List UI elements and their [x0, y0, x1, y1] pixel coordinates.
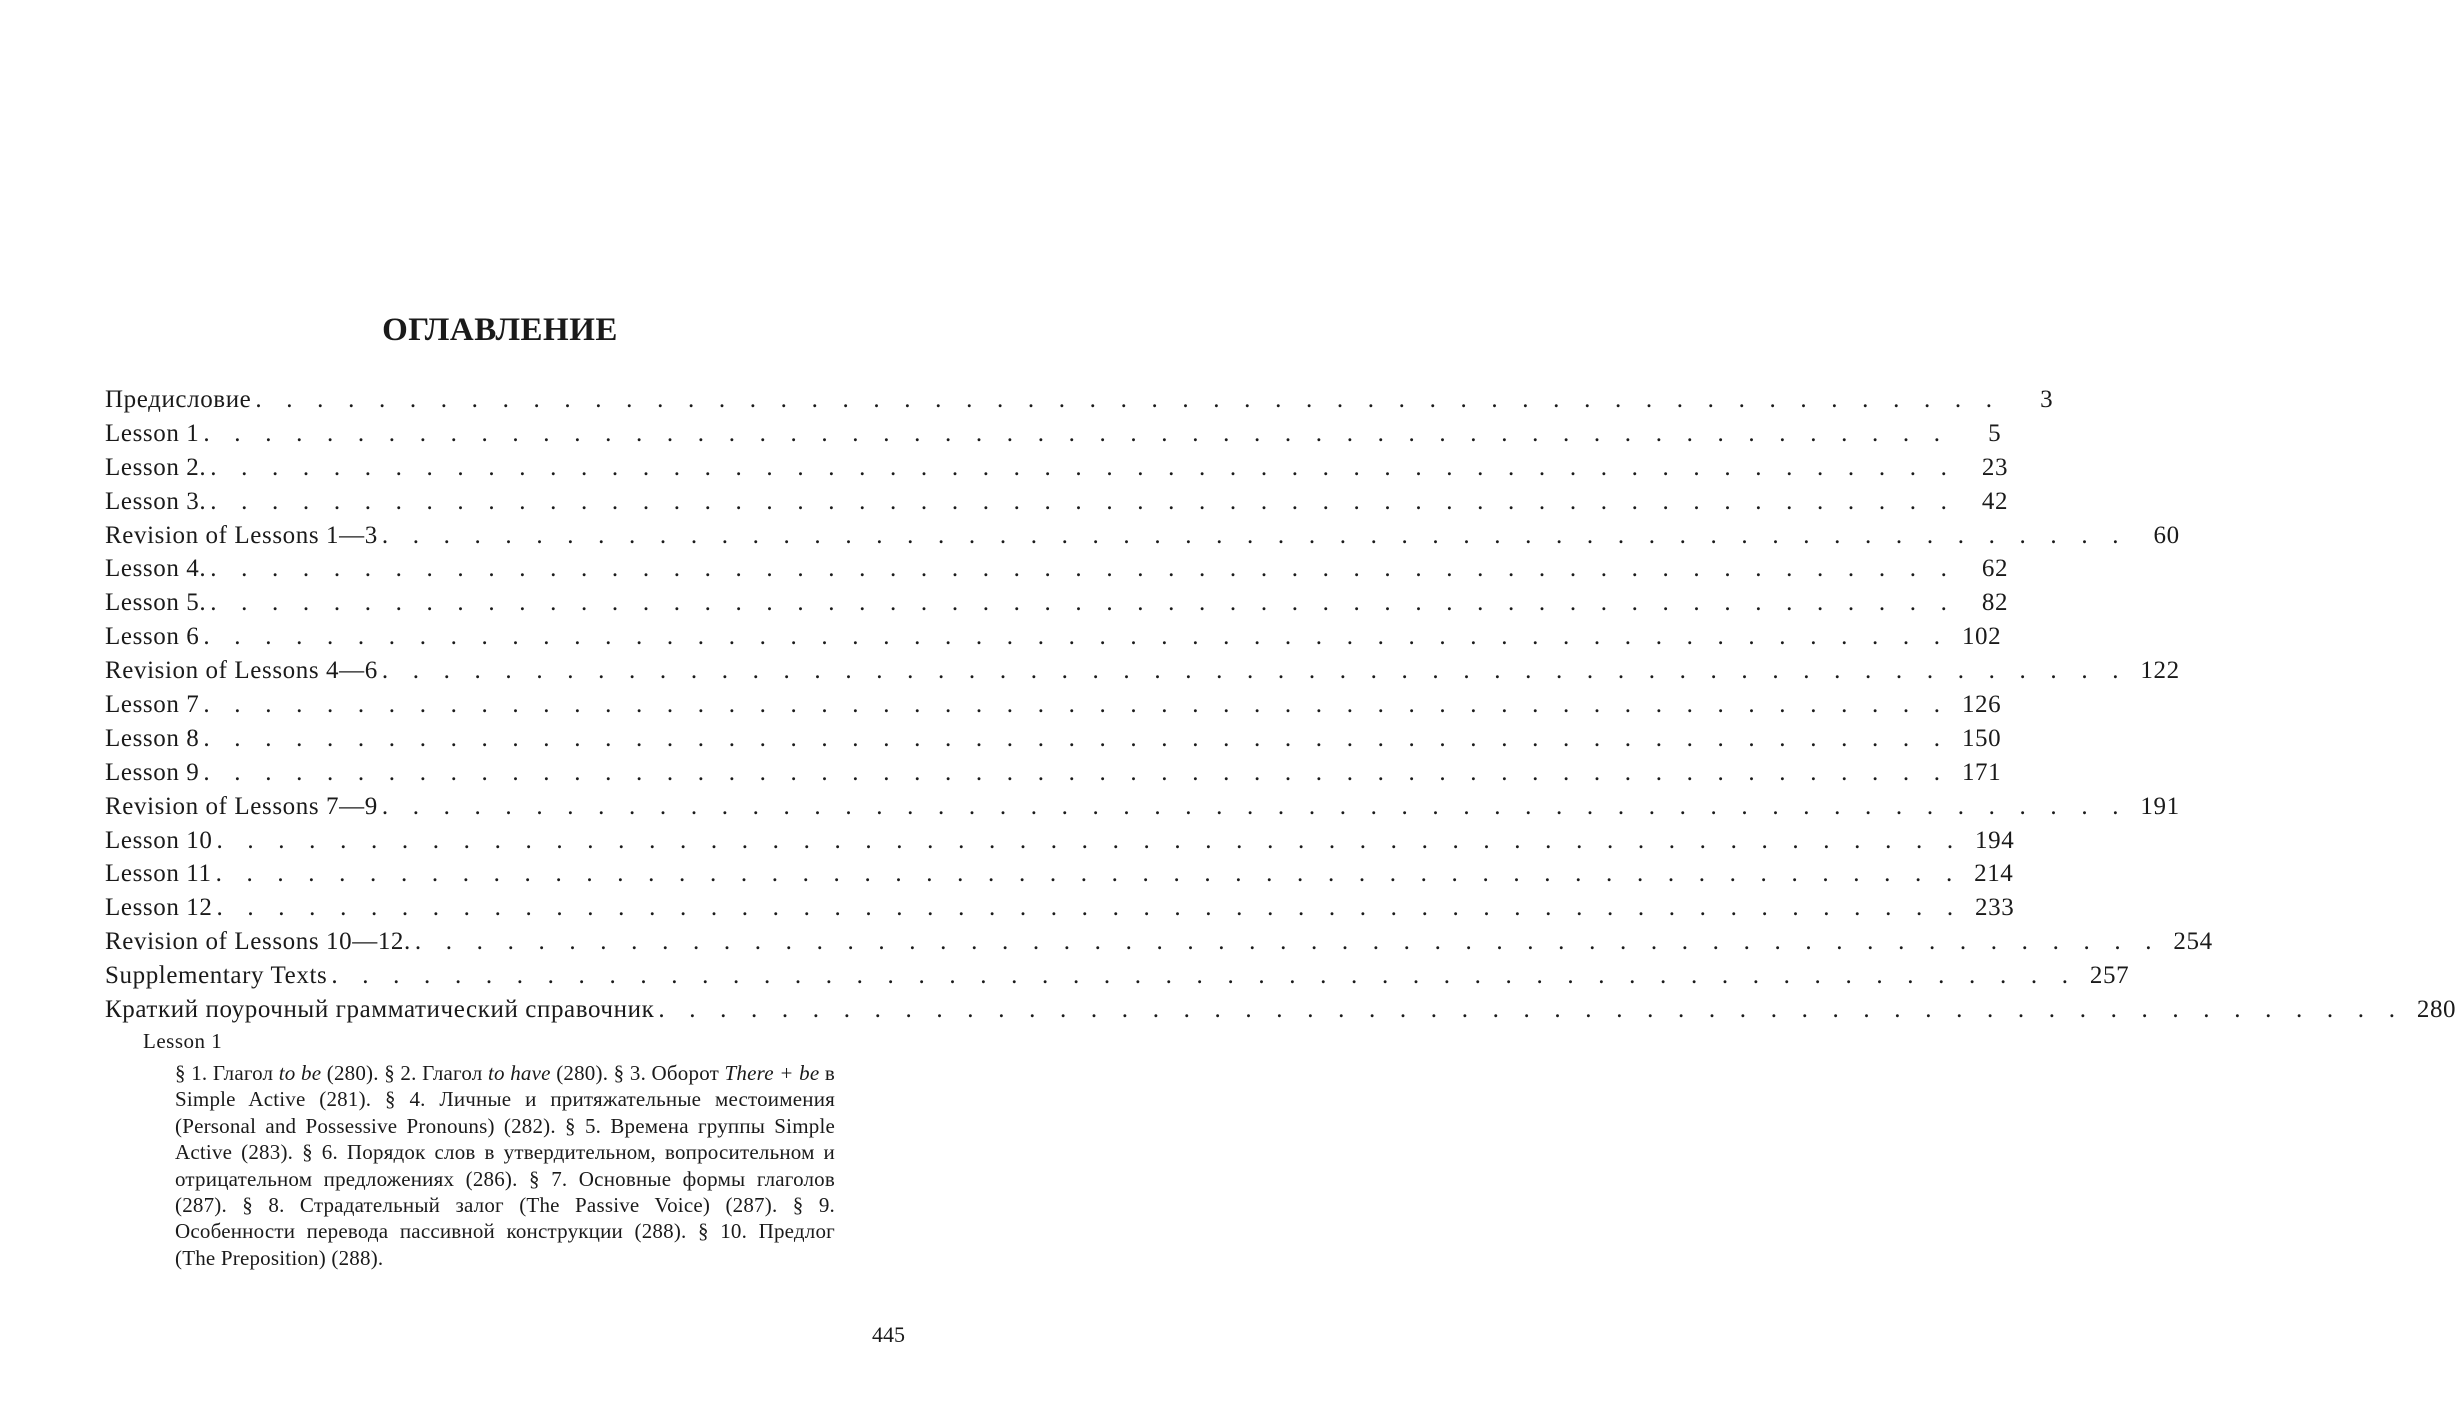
toc-entry [105, 521, 2180, 556]
subsection-text: в Simple Active (281). § 4. Личные и притяжательные местоимения (Personal and Possessive Pronouns) (282). § 5. Времена группы Simple Active (283). § 6. Порядок слов в утвердительном, вопросительном и отрицательном предложениях (286). § 7. Основные формы глаголов (287). § 8. Страдательный залог (The Passive Voice) (287). § 9. Особенности перевода пассивной конструкции (288). § 10. Предлог (The Preposition) (288). [175, 1061, 835, 1270]
toc-leader-dots: . . . . . . . . . . . . . . . . . . . . . . . . . . . . . . . . . . . . . . . . . . . . . . . . . . . . . . . . . [210, 487, 1957, 515]
toc-leader-dots: . . . . . . . . . . . . . . . . . . . . . . . . . . . . . . . . . . . . . . . . . . . . . . . . . . . . . . . . . [381, 792, 2128, 820]
toc-leader-dots: . . . . . . . . . . . . . . . . . . . . . . . . . . . . . . . . . . . . . . . . . . . . . . . . . . . . . . . . . [216, 894, 1963, 922]
toc-entry [105, 826, 2015, 861]
toc-leader-dots: . . . . . . . . . . . . . . . . . . . . . . . . . . . . . . . . . . . . . . . . . . . . . . . . . . . . . . . . . [414, 928, 2161, 956]
subsection-text: § 1. Глагол [175, 1061, 279, 1085]
toc-entry [105, 386, 2054, 420]
toc-entry-label: Lesson 3. [105, 487, 207, 515]
toc-leader-dots: . . . . . . . . . . . . . . . . . . . . . . . . . . . . . . . . . . . . . . . . . . . . . . . . . . . . . . . . . [216, 826, 1963, 854]
toc-entry [105, 894, 2015, 928]
toc-leader-dots: . . . . . . . . . . . . . . . . . . . . . . . . . . . . . . . . . . . . . . . . . . . . . . . . . . . . . . . . . [658, 996, 2405, 1024]
subsection-text: (280). § 3. Оборот [550, 1061, 725, 1085]
toc-leader-dots: . . . . . . . . . . . . . . . . . . . . . . . . . . . . . . . . . . . . . . . . . . . . . . . . . . . . . . . . . [210, 589, 1957, 617]
toc-entry [105, 860, 2014, 894]
toc-leader-dots: . . . . . . . . . . . . . . . . . . . . . . . . . . . . . . . . . . . . . . . . . . . . . . . . . . . . . . . . . [331, 962, 2078, 990]
toc-entry [105, 758, 2002, 793]
toc-entry-page: 191 [2140, 792, 2180, 820]
toc-entry-page: 60 [2153, 521, 2180, 549]
toc-entry [105, 691, 2002, 725]
subsection-italic-term: There + be [724, 1061, 820, 1085]
toc-entry-label: Revision of Lessons 1—3 [105, 521, 378, 549]
toc-entry-page: 257 [2089, 962, 2130, 990]
subsection-body [175, 1060, 835, 1271]
subsection-heading: Lesson 1 [143, 1029, 223, 1053]
toc-entry [105, 792, 2180, 827]
toc-entry-label: Lesson 6 [105, 623, 200, 651]
toc-entry-label: Lesson 7 [105, 691, 200, 719]
toc-leader-dots: . . . . . . . . . . . . . . . . . . . . . . . . . . . . . . . . . . . . . . . . . . . . . . . . . . . . . . . . . [215, 860, 1962, 888]
toc-entry-label: Lesson 11 [105, 860, 212, 888]
toc-entry-label: Lesson 8 [105, 724, 200, 752]
table-of-contents [105, 386, 2456, 1030]
toc-entry [105, 657, 2180, 691]
toc-entry-label: Краткий поурочный грамматический справочник [105, 996, 655, 1024]
toc-entry-label: Supplementary Texts [105, 962, 328, 990]
toc-leader-dots: . . . . . . . . . . . . . . . . . . . . . . . . . . . . . . . . . . . . . . . . . . . . . . . . . . . . . . . . . [203, 758, 1950, 786]
toc-entry [105, 453, 2009, 488]
toc-entry-page: 150 [1961, 724, 2002, 752]
toc-entry-page: 194 [1975, 826, 2015, 854]
toc-entry-page: 102 [1961, 623, 2002, 651]
toc-leader-dots: . . . . . . . . . . . . . . . . . . . . . . . . . . . . . . . . . . . . . . . . . . . . . . . . . . . . . . . . . [203, 623, 1950, 651]
subsection-text: (280). § 2. Глагол [321, 1061, 488, 1085]
toc-entry-page: 254 [2173, 928, 2213, 956]
toc-entry [105, 928, 2213, 962]
toc-entry-page: 122 [2140, 657, 2180, 685]
toc-entry-page: 171 [1961, 758, 2002, 786]
toc-entry-page: 23 [1981, 453, 2009, 481]
subsection-italic-term: to be [278, 1061, 322, 1085]
toc-entry-page: 214 [1974, 860, 2014, 888]
toc-entry-page: 5 [1988, 419, 2002, 447]
toc-entry-label: Lesson 5. [105, 589, 207, 617]
toc-entry-label: Revision of Lessons 4—6 [105, 657, 378, 685]
toc-entry [105, 623, 2002, 657]
toc-entry-label: Lesson 4. [105, 555, 207, 583]
toc-entry-label: Lesson 2. [105, 453, 207, 481]
toc-entry-label: Lesson 10 [105, 826, 213, 854]
toc-leader-dots: . . . . . . . . . . . . . . . . . . . . . . . . . . . . . . . . . . . . . . . . . . . . . . . . . . . . . . . . . [203, 724, 1950, 752]
toc-leader-dots: . . . . . . . . . . . . . . . . . . . . . . . . . . . . . . . . . . . . . . . . . . . . . . . . . . . . . . . . . [255, 386, 2002, 413]
toc-leader-dots: . . . . . . . . . . . . . . . . . . . . . . . . . . . . . . . . . . . . . . . . . . . . . . . . . . . . . . . . . [381, 521, 2128, 549]
toc-leader-dots: . . . . . . . . . . . . . . . . . . . . . . . . . . . . . . . . . . . . . . . . . . . . . . . . . . . . . . . . . [210, 555, 1957, 583]
page-title: ОГЛАВЛЕНИЕ [382, 312, 618, 348]
toc-entry-label: Lesson 1 [105, 419, 200, 447]
toc-entry [105, 555, 2009, 589]
toc-leader-dots: . . . . . . . . . . . . . . . . . . . . . . . . . . . . . . . . . . . . . . . . . . . . . . . . . . . . . . . . . [203, 691, 1950, 719]
toc-entry-page: 126 [1961, 691, 2002, 719]
toc-leader-dots: . . . . . . . . . . . . . . . . . . . . . . . . . . . . . . . . . . . . . . . . . . . . . . . . . . . . . . . . . [210, 453, 1957, 481]
subsection-italic-term: to have [487, 1061, 551, 1085]
toc-entry-label: Lesson 12 [105, 894, 213, 922]
toc-entry-page: 280 [2416, 996, 2456, 1024]
toc-entry [105, 724, 2002, 759]
toc-entry-label: Revision of Lessons 7—9 [105, 792, 378, 820]
toc-entry [105, 419, 2002, 454]
toc-entry [105, 487, 2009, 522]
toc-entry-page: 233 [1975, 894, 2015, 922]
toc-entry-page: 62 [1981, 555, 2009, 583]
toc-entry-label: Lesson 9 [105, 758, 200, 786]
toc-entry-page: 3 [2040, 386, 2054, 413]
toc-entry-page: 82 [1981, 589, 2009, 617]
toc-entry [105, 996, 2456, 1030]
toc-entry [105, 589, 2009, 623]
page-number: 445 [872, 1322, 905, 1347]
toc-entry [105, 962, 2130, 996]
toc-entry-label: Revision of Lessons 10—12. [105, 928, 411, 956]
toc-entry-page: 42 [1981, 487, 2009, 515]
toc-leader-dots: . . . . . . . . . . . . . . . . . . . . . . . . . . . . . . . . . . . . . . . . . . . . . . . . . . . . . . . . . [381, 657, 2128, 685]
toc-leader-dots: . . . . . . . . . . . . . . . . . . . . . . . . . . . . . . . . . . . . . . . . . . . . . . . . . . . . . . . . . [203, 419, 1950, 447]
toc-entry-label: Предисловие [105, 386, 252, 413]
